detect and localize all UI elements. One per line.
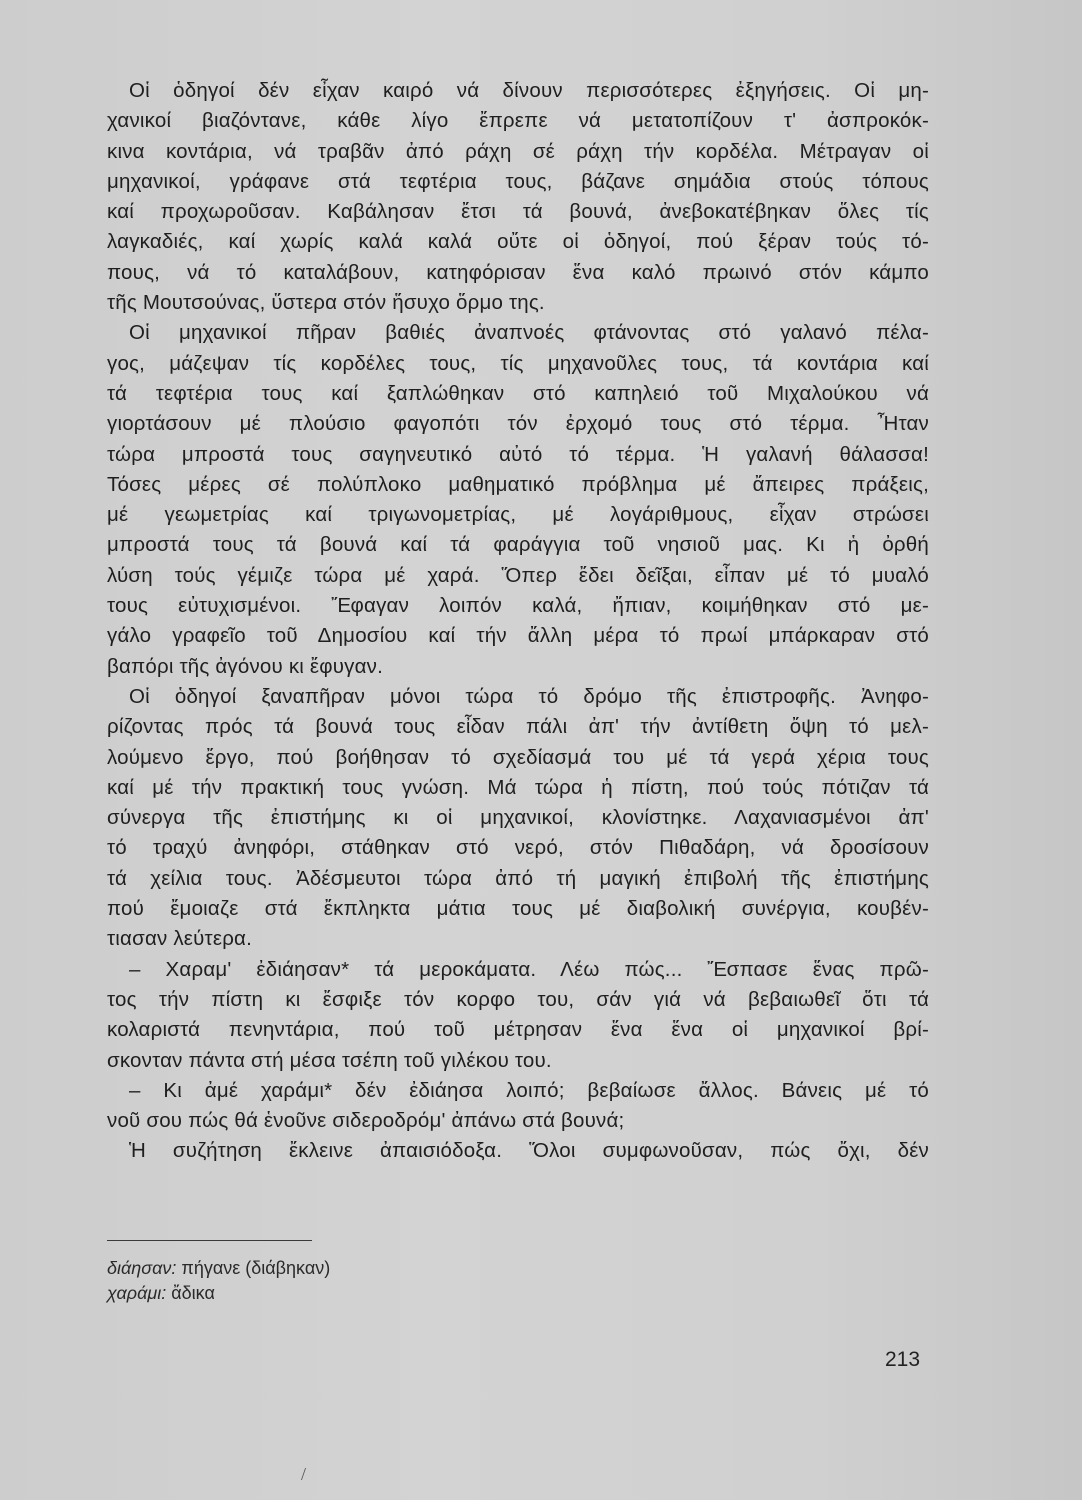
text-line: γος, μάζεψαν τίς κορδέλες τους, τίς μηχανοῦλες τους, τά κοντάρια καί bbox=[107, 351, 929, 375]
text-line: Ἡ συζήτηση ἔκλεινε ἀπαισιόδοξα. Ὅλοι συμφωνοῦσαν, πώς ὄχι, δέν bbox=[129, 1139, 929, 1163]
footnotes bbox=[107, 1256, 330, 1306]
page-number: 213 bbox=[885, 1348, 921, 1371]
text-line: μπροστά τους τά βουνά καί τά φαράγγια τοῦ νησιοῦ μας. Κι ἡ ὀρθή bbox=[107, 533, 929, 557]
text-line: νοῦ σου πώς θά ἑνοῦνε σιδεροδρόμ' ἀπάνω στά βουνά; bbox=[107, 1109, 625, 1133]
footnote bbox=[107, 1256, 330, 1281]
body-text bbox=[107, 76, 929, 1167]
text-line: Τόσες μέρες σέ πολύπλοκο μαθηματικό πρόβλημα μέ ἄπειρες πράξεις, bbox=[107, 472, 929, 496]
text-line: γάλο γραφεῖο τοῦ Δημοσίου καί τήν ἄλλη μέρα τό πρωί μπάρκαραν στό bbox=[107, 624, 929, 648]
text-line: χανικοί βιαζόντανε, κάθε λίγο ἔπρεπε νά μετατοπίζουν τ' ἀσπροκόκ- bbox=[107, 109, 929, 133]
text-line: τος τήν πίστη κι ἔσφιξε τόν κορφο του, σάν γιά νά βεβαιωθεῖ ὅτι τά bbox=[107, 987, 929, 1011]
text-line: μηχανικοί, γράφανε στά τεφτέρια τους, βάζανε σημάδια στούς τόπους bbox=[107, 169, 929, 193]
footnote bbox=[107, 1281, 330, 1306]
footnote-term: διάησαν: bbox=[107, 1258, 177, 1278]
text-line: Οἱ ὁδηγοί ξαναπῆραν μόνοι τώρα τό δρόμο τῆς ἐπιστροφῆς. Ἀνηφο- bbox=[129, 684, 929, 708]
footnote-term: χαράμι: bbox=[107, 1283, 167, 1303]
text-line: τῆς Μουτσούνας, ὕστερα στόν ἥσυχο ὅρμο της. bbox=[107, 291, 545, 315]
footnote-divider bbox=[107, 1240, 312, 1241]
text-line: – Κι ἀμέ χαράμι* δέν ἐδιάησα λοιπό; βεβαίωσε ἄλλος. Βάνεις μέ τό bbox=[129, 1078, 929, 1102]
stray-mark: / bbox=[301, 1464, 307, 1484]
text-line: τιασαν λεύτερα. bbox=[107, 927, 252, 951]
text-line: Οἱ μηχανικοί πῆραν βαθιές ἀναπνοές φτάνοντας στό γαλανό πέλα- bbox=[129, 321, 929, 345]
text-line: πού ἔμοιαζε στά ἔκπληκτα μάτια τους μέ διαβολική συνέργια, κουβέν- bbox=[107, 897, 929, 921]
text-line: τά χείλια τους. Ἀδέσμευτοι τώρα ἀπό τή μαγική ἐπιβολή τῆς ἐπιστήμης bbox=[107, 866, 929, 890]
footnote-definition: ἄδικα bbox=[171, 1283, 215, 1303]
text-line: – Χαραμ' ἐδιάησαν* τά μεροκάματα. Λέω πώς... Ἔσπασε ἕνας πρῶ- bbox=[129, 957, 929, 981]
text-line: λαγκαδιές, καί χωρίς καλά καλά οὔτε οἱ ὁδηγοί, πού ξέραν τούς τό- bbox=[107, 230, 929, 254]
text-line: λύση τούς γέμιζε τώρα μέ χαρά. Ὅπερ ἔδει δεῖξαι, εἶπαν μέ τό μυαλό bbox=[107, 563, 929, 587]
text-line: πους, νά τό καταλάβουν, κατηφόρισαν ἕνα καλό πρωινό στόν κάμπο bbox=[107, 260, 929, 284]
text-line: λούμενο ἔργο, πού βοήθησαν τό σχεδίασμά του μέ τά γερά χέρια τους bbox=[107, 745, 929, 769]
text-line: τό τραχύ ἀνηφόρι, στάθηκαν στό νερό, στόν Πιθαδάρη, νά δροσίσουν bbox=[107, 836, 929, 860]
text-line: κινα κοντάρια, νά τραβᾶν ἀπό ράχη σέ ράχη τήν κορδέλα. Μέτραγαν οἱ bbox=[107, 139, 929, 163]
text-line: τά τεφτέρια τους καί ξαπλώθηκαν στό καπηλειό τοῦ Μιχαλούκου νά bbox=[107, 381, 929, 405]
text-line: καί μέ τήν πρακτική τους γνώση. Μά τώρα ἡ πίστη, πού τούς πότιζαν τά bbox=[107, 775, 929, 799]
text-line: τους εὐτυχισμένοι. Ἔφαγαν λοιπόν καλά, ἤπιαν, κοιμήθηκαν στό με- bbox=[107, 594, 929, 618]
text-line: σύνεργα τῆς ἐπιστήμης κι οἱ μηχανικοί, κλονίστηκε. Λαχανιασμένοι ἀπ' bbox=[107, 806, 929, 830]
text-line: Οἱ ὁδηγοί δέν εἶχαν καιρό νά δίνουν περισσότερες ἐξηγήσεις. Οἱ μη- bbox=[129, 79, 929, 102]
text-line: γιορτάσουν μέ πλούσιο φαγοπότι τόν ἐρχομό τους στό τέρμα. Ἦταν bbox=[107, 412, 929, 436]
text-line: τώρα μπροστά τους σαγηνευτικό αὐτό τό τέρμα. Ἡ γαλανή θάλασσα! bbox=[107, 442, 929, 466]
text-line: καί προχωροῦσαν. Καβάλησαν ἔτσι τά βουνά, ἀνεβοκατέβηκαν ὅλες τίς bbox=[107, 200, 929, 224]
text-line: σκονταν πάντα στή μέσα τσέπη τοῦ γιλέκου του. bbox=[107, 1048, 552, 1072]
text-line: μέ γεωμετρίας καί τριγωνομετρίας, μέ λογάριθμους, εἶχαν στρώσει bbox=[107, 503, 929, 527]
text-line: βαπόρι τῆς ἀγόνου κι ἔφυγαν. bbox=[107, 654, 384, 678]
text-line: κολαριστά πενηντάρια, πού τοῦ μέτρησαν ἕνα ἕνα οἱ μηχανικοί βρί- bbox=[107, 1018, 929, 1042]
footnote-definition: πήγανε (διάβηκαν) bbox=[181, 1258, 331, 1278]
text-line: ρίζοντας πρός τά βουνά τους εἶδαν πάλι ἀπ' τήν ἀντίθετη ὄψη τό μελ- bbox=[107, 715, 929, 739]
